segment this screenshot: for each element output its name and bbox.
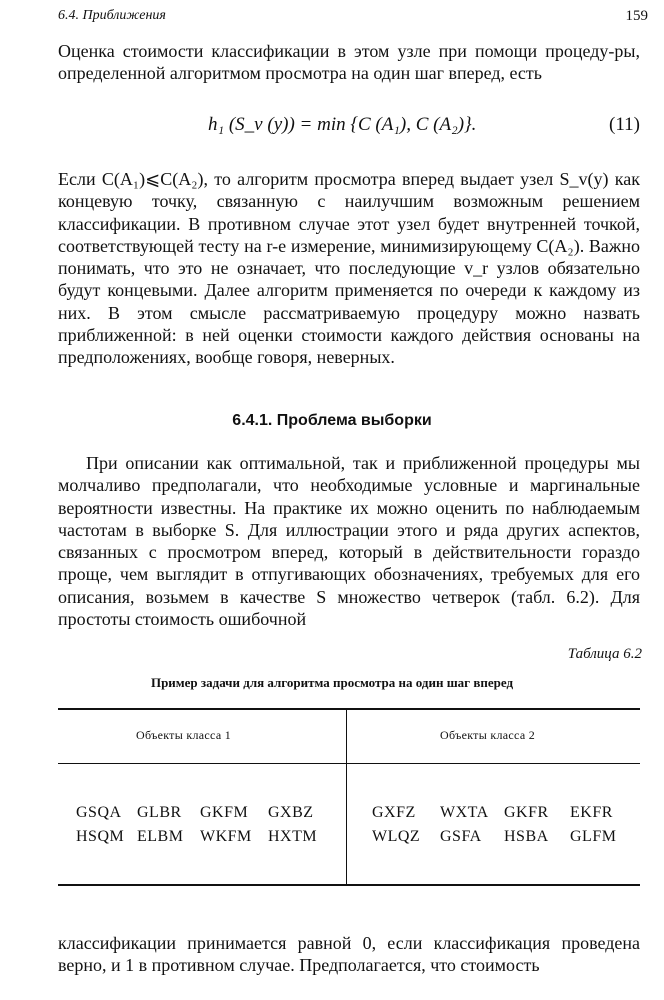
table-column-divider [346,710,347,884]
paragraph-sampling: При описании как оптимальной, так и приближенной процедуры мы молчаливо предполагали, что необходимые условные и маргинальные вероятности известны. На практике их можно оценить по наблюдаемым частотам в выборке S. Для иллюстрации этого и ряда других аспектов, связанных с просмотром вперед, который в действительности гораздо проще, чем выглядит в отпугивающих обозначениях, требуемых для его описания, возьмем в качестве S множество четверок (табл. 6.2). Для простоты стоимость ошибочной [58,453,640,630]
table-cell: WXTA [440,804,489,821]
running-header: 6.4. Приближения [58,8,166,23]
page-number: 159 [625,8,648,24]
column-header-class-2: Объекты класса 2 [440,728,536,742]
formula-number: (11) [609,114,640,135]
table-cell: HSQM [76,828,125,845]
table-cell: HSBA [504,828,549,845]
table-cell: GLBR [137,804,182,821]
table-cell: GLFM [570,828,617,845]
paragraph-continuation: классификации принимается равной 0, если классификация проведена верно, и 1 в противном случае. Предполагается, что стоимость [58,933,640,976]
table-cell: GXBZ [268,804,314,821]
table-cell: GXFZ [372,804,416,821]
table-cell: GKFR [504,804,549,821]
table-rule-header [58,763,640,764]
formula-11 [0,114,664,144]
paragraph-algorithm: Если C(A₁)⩽C(A₂), то алгоритм просмотра вперед выдает узел S_v(y) как концевую точку, связанную с наилучшим возможным решением классификации. В противном случае этот узел будет внутренней точкой, соответствующей тесту на r-е измерение, минимизирующему C(A₂). Важно понимать, что это не означает, что последующие v_r узлов обязательно будут концевыми. Далее алгоритм применяется по очереди к каждому из них. В этом смысле рассматриваемую процедуру можно назвать приближенной: в ней оценки стоимости каждого действия основаны на предположениях, вообще говоря, неверных. [58,169,640,368]
table-cell: GKFM [200,804,249,821]
column-header-class-1: Объекты класса 1 [136,728,232,742]
section-title: 6.4.1. Проблема выборки [232,412,432,429]
table-cell: WLQZ [372,828,421,845]
table-rule-top [58,708,640,710]
table-cell: EKFR [570,804,613,821]
formula-expression: h₁ (S_v (y)) = min {C (A₁), C (A₂)}. [208,114,477,135]
table-cell: ELBM [137,828,184,845]
table-cell: WKFM [200,828,252,845]
table-label: Таблица 6.2 [567,646,642,662]
table-caption: Пример задачи для алгоритма просмотра на один шаг вперед [150,675,514,690]
table-rule-bottom [58,884,640,886]
paragraph-intro: Оценка стоимости классификации в этом узле при помощи процеду-ры, определенной алгоритмом просмотра на один шаг вперед, есть [58,41,640,84]
table-cell: GSFA [440,828,482,845]
table-cell: GSQA [76,804,122,821]
table-cell: HXTM [268,828,318,845]
